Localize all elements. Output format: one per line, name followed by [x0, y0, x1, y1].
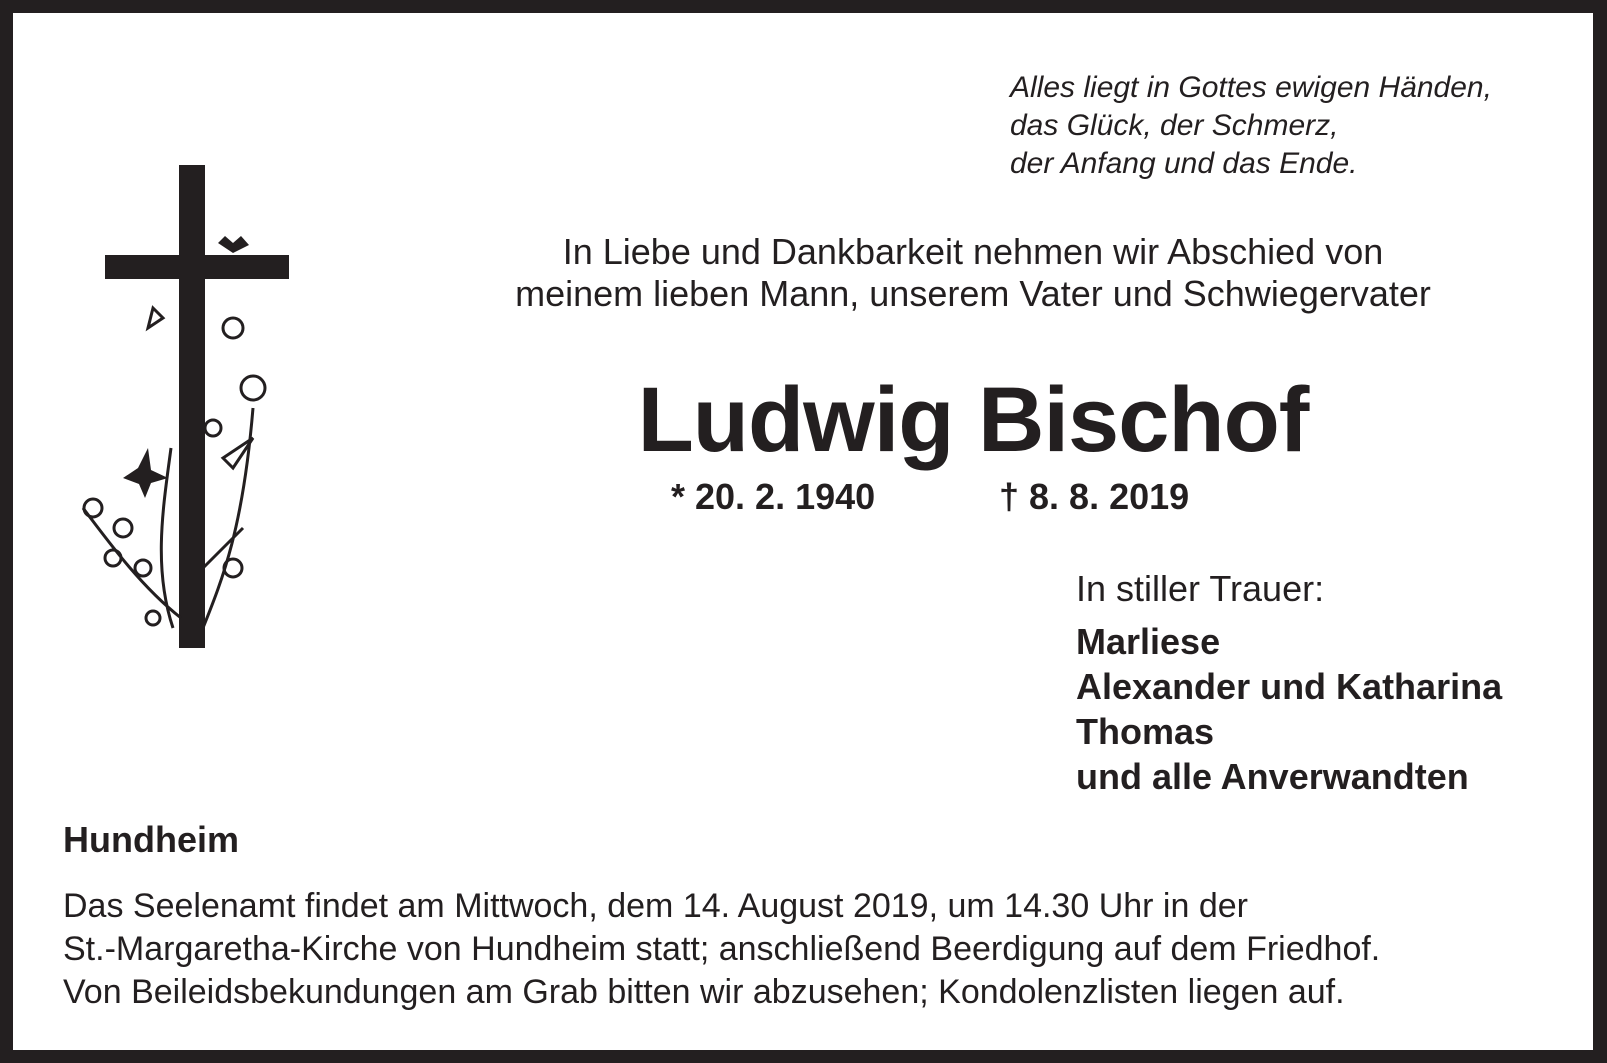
- quote-line: Alles liegt in Gottes ewigen Händen,: [1010, 71, 1492, 104]
- intro-line: In Liebe und Dankbarkeit nehmen wir Abschied von: [562, 231, 1384, 272]
- intro-line: meinem lieben Mann, unserem Vater und Schwiegervater: [515, 273, 1431, 314]
- quote-line: der Anfang und das Ende.: [1010, 147, 1358, 180]
- mourner: Marliese: [1076, 621, 1221, 662]
- birth-date: * 20. 2. 1940: [671, 476, 876, 517]
- mourner: Thomas: [1076, 711, 1215, 752]
- service-info: [63, 885, 1380, 1014]
- quote: [1010, 69, 1492, 183]
- mourning-label: In stiller Trauer:: [1076, 568, 1325, 609]
- intro-text: [313, 231, 1607, 315]
- body-line: Das Seelenamt findet am Mittwoch, dem 14. August 2019, um 14.30 Uhr in der: [63, 887, 1248, 925]
- place: Hundheim: [63, 819, 239, 860]
- obituary-notice: [13, 13, 1593, 1050]
- cross-with-flowers-icon: [53, 148, 313, 688]
- death-date: † 8. 8. 2019: [999, 476, 1190, 517]
- body-line: Von Beileidsbekundungen am Grab bitten wir abzusehen; Kondolenzlisten liegen auf.: [63, 973, 1345, 1011]
- body-line: St.-Margaretha-Kirche von Hundheim statt; anschließend Beerdigung auf dem Friedhof.: [63, 930, 1381, 968]
- mourner: und alle Anverwandten: [1076, 756, 1469, 797]
- mourner: Alexander und Katharina: [1076, 666, 1503, 707]
- deceased-name: Ludwig Bischof: [637, 369, 1309, 471]
- quote-line: das Glück, der Schmerz,: [1010, 109, 1339, 142]
- mourners-list: [1076, 619, 1502, 799]
